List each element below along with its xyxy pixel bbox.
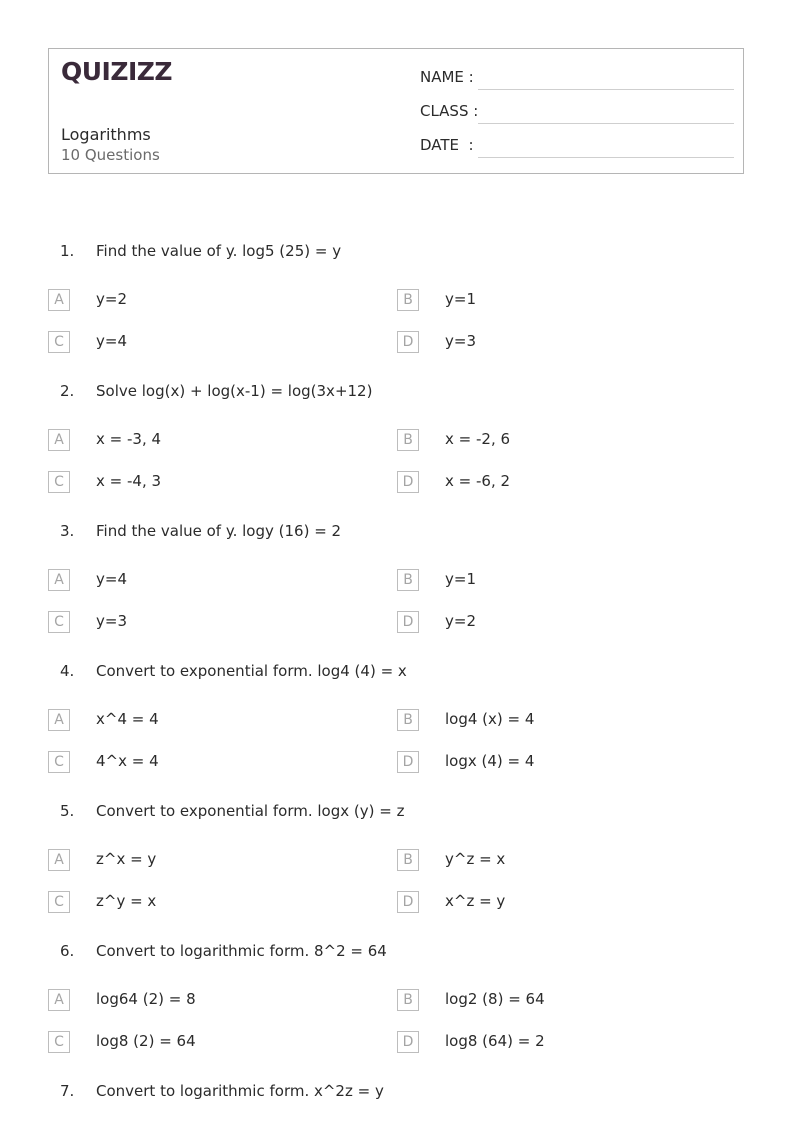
option-b[interactable] bbox=[397, 849, 727, 873]
option-text: log4 (x) = 4 bbox=[445, 710, 535, 728]
question-number: 7. bbox=[60, 1082, 75, 1100]
question-text: Find the value of y. log5 (25) = y bbox=[96, 242, 342, 260]
question-text: Convert to exponential form. logx (y) = z bbox=[96, 802, 405, 820]
quizizz-logo: QUIZIZZ bbox=[61, 57, 173, 86]
option-letter-box: C bbox=[48, 331, 70, 353]
option-b[interactable] bbox=[397, 989, 727, 1013]
option-letter-box: D bbox=[397, 611, 419, 633]
option-letter-box: A bbox=[48, 289, 70, 311]
option-letter-box: B bbox=[397, 849, 419, 871]
class-line[interactable] bbox=[478, 122, 734, 124]
option-text: 4^x = 4 bbox=[96, 752, 159, 770]
option-a[interactable] bbox=[48, 569, 378, 593]
option-c[interactable] bbox=[48, 751, 378, 775]
option-d[interactable] bbox=[397, 331, 727, 355]
option-d[interactable] bbox=[397, 891, 727, 915]
question-number: 6. bbox=[60, 942, 75, 960]
option-text: log8 (64) = 2 bbox=[445, 1032, 545, 1050]
option-letter-box: C bbox=[48, 751, 70, 773]
option-letter-box: B bbox=[397, 709, 419, 731]
option-text: y^z = x bbox=[445, 850, 506, 868]
option-text: y=3 bbox=[96, 612, 127, 630]
question-number: 4. bbox=[60, 662, 75, 680]
option-c[interactable] bbox=[48, 611, 378, 635]
option-text: x^4 = 4 bbox=[96, 710, 159, 728]
question-count: 10 Questions bbox=[61, 146, 160, 164]
option-letter-box: B bbox=[397, 289, 419, 311]
option-a[interactable] bbox=[48, 289, 378, 313]
option-text: log64 (2) = 8 bbox=[96, 990, 196, 1008]
option-text: y=4 bbox=[96, 570, 127, 588]
option-b[interactable] bbox=[397, 569, 727, 593]
question-number: 1. bbox=[60, 242, 75, 260]
option-letter-box: D bbox=[397, 891, 419, 913]
option-letter-box: B bbox=[397, 429, 419, 451]
option-letter-box: A bbox=[48, 569, 70, 591]
worksheet-header bbox=[48, 48, 744, 174]
option-d[interactable] bbox=[397, 471, 727, 495]
question-text: Solve log(x) + log(x-1) = log(3x+12) bbox=[96, 382, 373, 400]
question-text: Convert to logarithmic form. 8^2 = 64 bbox=[96, 942, 387, 960]
option-text: y=4 bbox=[96, 332, 127, 350]
option-letter-box: B bbox=[397, 989, 419, 1011]
name-line[interactable] bbox=[478, 88, 734, 90]
option-c[interactable] bbox=[48, 1031, 378, 1055]
class-field[interactable] bbox=[420, 102, 734, 124]
option-c[interactable] bbox=[48, 331, 378, 355]
option-letter-box: A bbox=[48, 709, 70, 731]
option-text: y=3 bbox=[445, 332, 476, 350]
question-number: 2. bbox=[60, 382, 75, 400]
option-text: y=1 bbox=[445, 290, 476, 308]
question-text: Convert to exponential form. log4 (4) = x bbox=[96, 662, 407, 680]
question-number: 3. bbox=[60, 522, 75, 540]
option-text: x^z = y bbox=[445, 892, 506, 910]
option-d[interactable] bbox=[397, 751, 727, 775]
question-number: 5. bbox=[60, 802, 75, 820]
class-label: CLASS : bbox=[420, 102, 479, 120]
option-text: y=2 bbox=[96, 290, 127, 308]
option-text: x = -4, 3 bbox=[96, 472, 162, 490]
option-a[interactable] bbox=[48, 709, 378, 733]
option-text: x = -2, 6 bbox=[445, 430, 511, 448]
option-letter-box: C bbox=[48, 1031, 70, 1053]
option-a[interactable] bbox=[48, 989, 378, 1013]
option-text: y=1 bbox=[445, 570, 476, 588]
option-text: y=2 bbox=[445, 612, 476, 630]
option-letter-box: B bbox=[397, 569, 419, 591]
option-text: logx (4) = 4 bbox=[445, 752, 535, 770]
option-text: z^y = x bbox=[96, 892, 157, 910]
option-letter-box: D bbox=[397, 1031, 419, 1053]
option-c[interactable] bbox=[48, 891, 378, 915]
option-letter-box: A bbox=[48, 989, 70, 1011]
option-text: z^x = y bbox=[96, 850, 157, 868]
name-field[interactable] bbox=[420, 68, 734, 90]
option-c[interactable] bbox=[48, 471, 378, 495]
option-d[interactable] bbox=[397, 611, 727, 635]
option-letter-box: A bbox=[48, 849, 70, 871]
date-line[interactable] bbox=[478, 156, 734, 158]
option-letter-box: D bbox=[397, 751, 419, 773]
option-b[interactable] bbox=[397, 709, 727, 733]
option-letter-box: C bbox=[48, 471, 70, 493]
option-letter-box: A bbox=[48, 429, 70, 451]
date-label: DATE : bbox=[420, 136, 474, 154]
worksheet-title: Logarithms bbox=[61, 125, 151, 144]
name-label: NAME : bbox=[420, 68, 474, 86]
question-text: Convert to logarithmic form. x^2z = y bbox=[96, 1082, 384, 1100]
question-text: Find the value of y. logy (16) = 2 bbox=[96, 522, 342, 540]
option-b[interactable] bbox=[397, 429, 727, 453]
option-letter-box: C bbox=[48, 611, 70, 633]
option-letter-box: D bbox=[397, 331, 419, 353]
option-text: log2 (8) = 64 bbox=[445, 990, 545, 1008]
option-a[interactable] bbox=[48, 429, 378, 453]
option-text: x = -3, 4 bbox=[96, 430, 162, 448]
option-a[interactable] bbox=[48, 849, 378, 873]
date-field[interactable] bbox=[420, 136, 734, 158]
option-b[interactable] bbox=[397, 289, 727, 313]
option-letter-box: C bbox=[48, 891, 70, 913]
option-text: log8 (2) = 64 bbox=[96, 1032, 196, 1050]
option-letter-box: D bbox=[397, 471, 419, 493]
option-text: x = -6, 2 bbox=[445, 472, 511, 490]
option-d[interactable] bbox=[397, 1031, 727, 1055]
